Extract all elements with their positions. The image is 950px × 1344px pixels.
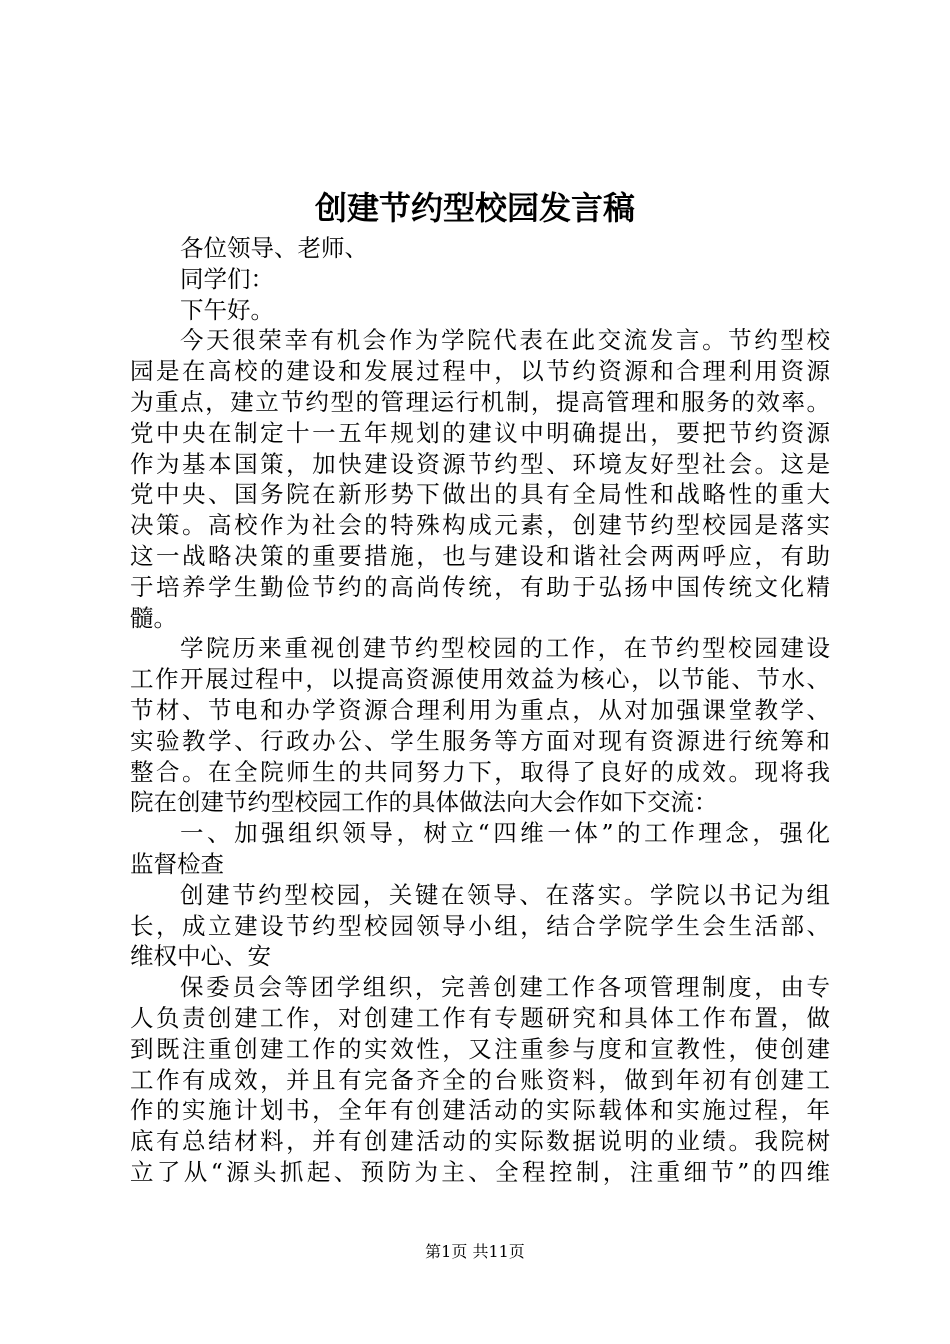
text-line: 作的实施计划书，全年有创建活动的实际载体和实施过程，年	[130, 1096, 830, 1125]
text-line: 整合。在全院师生的共同努力下，取得了良好的成效。现将我	[130, 757, 830, 786]
text-line: 决策。高校作为社会的特殊构成元素，创建节约型校园是落实	[130, 511, 830, 540]
page-number-footer: 第1页 共11页	[425, 1242, 525, 1261]
text-line: 作为基本国策，加快建设资源节约型、环境友好型社会。这是	[130, 449, 830, 478]
text-line: 学院历来重视创建节约型校园的工作，在节约型校园建设	[180, 634, 830, 663]
text-line: 人负责创建工作，对创建工作有专题研究和具体工作布置，做	[130, 1003, 830, 1032]
section-heading-line: 监督检查	[130, 849, 224, 878]
text-line: 底有总结材料，并有创建活动的实际数据说明的业绩。我院树	[130, 1127, 830, 1156]
text-line: 工作开展过程中，以提高资源使用效益为核心，以节能、节水、	[130, 665, 830, 694]
text-line: 到既注重创建工作的实效性，又注重参与度和宣教性，使创建	[130, 1034, 830, 1063]
text-line: 园是在高校的建设和发展过程中，以节约资源和合理利用资源	[130, 357, 830, 386]
text-line: 创建节约型校园，关键在领导、在落实。学院以书记为组	[180, 880, 830, 909]
text-line: 院在创建节约型校园工作的具体做法向大会作如下交流：	[130, 788, 718, 817]
text-line: 同学们：	[180, 264, 274, 293]
text-line: 下午好。	[180, 295, 274, 324]
text-line: 立了从“源头抓起、预防为主、全程控制，注重细节”的四维	[130, 1157, 830, 1186]
text-line: 长，成立建设节约型校园领导小组，结合学院学生会生活部、	[130, 911, 830, 940]
text-line: 这一战略决策的重要措施，也与建设和谐社会两两呼应，有助	[130, 541, 830, 570]
document-body	[130, 233, 830, 1188]
text-line: 工作有成效，并且有完备齐全的台账资料，做到年初有创建工	[130, 1065, 830, 1094]
document-title: 创建节约型校园发言稿	[314, 189, 635, 227]
text-line: 党中央在制定十一五年规划的建议中明确提出，要把节约资源	[130, 418, 830, 447]
text-line: 为重点，建立节约型的管理运行机制，提高管理和服务的效率。	[130, 387, 830, 416]
section-heading-line: 一、加强组织领导，树立“四维一体”的工作理念，强化	[180, 819, 830, 848]
text-line: 今天很荣幸有机会作为学院代表在此交流发言。节约型校	[180, 326, 830, 355]
text-line: 于培养学生勤俭节约的高尚传统，有助于弘扬中国传统文化精	[130, 572, 830, 601]
text-line: 各位领导、老师、	[180, 234, 368, 262]
text-line: 党中央、国务院在新形势下做出的具有全局性和战略性的重大	[130, 480, 830, 509]
text-line: 节材、节电和办学资源合理利用为重点，从对加强课堂教学、	[130, 695, 830, 724]
text-line: 髓。	[130, 603, 177, 632]
text-line: 实验教学、行政办公、学生服务等方面对现有资源进行统筹和	[130, 726, 830, 755]
text-line: 维权中心、安	[130, 942, 271, 971]
text-line: 保委员会等团学组织，完善创建工作各项管理制度，由专	[180, 973, 830, 1002]
